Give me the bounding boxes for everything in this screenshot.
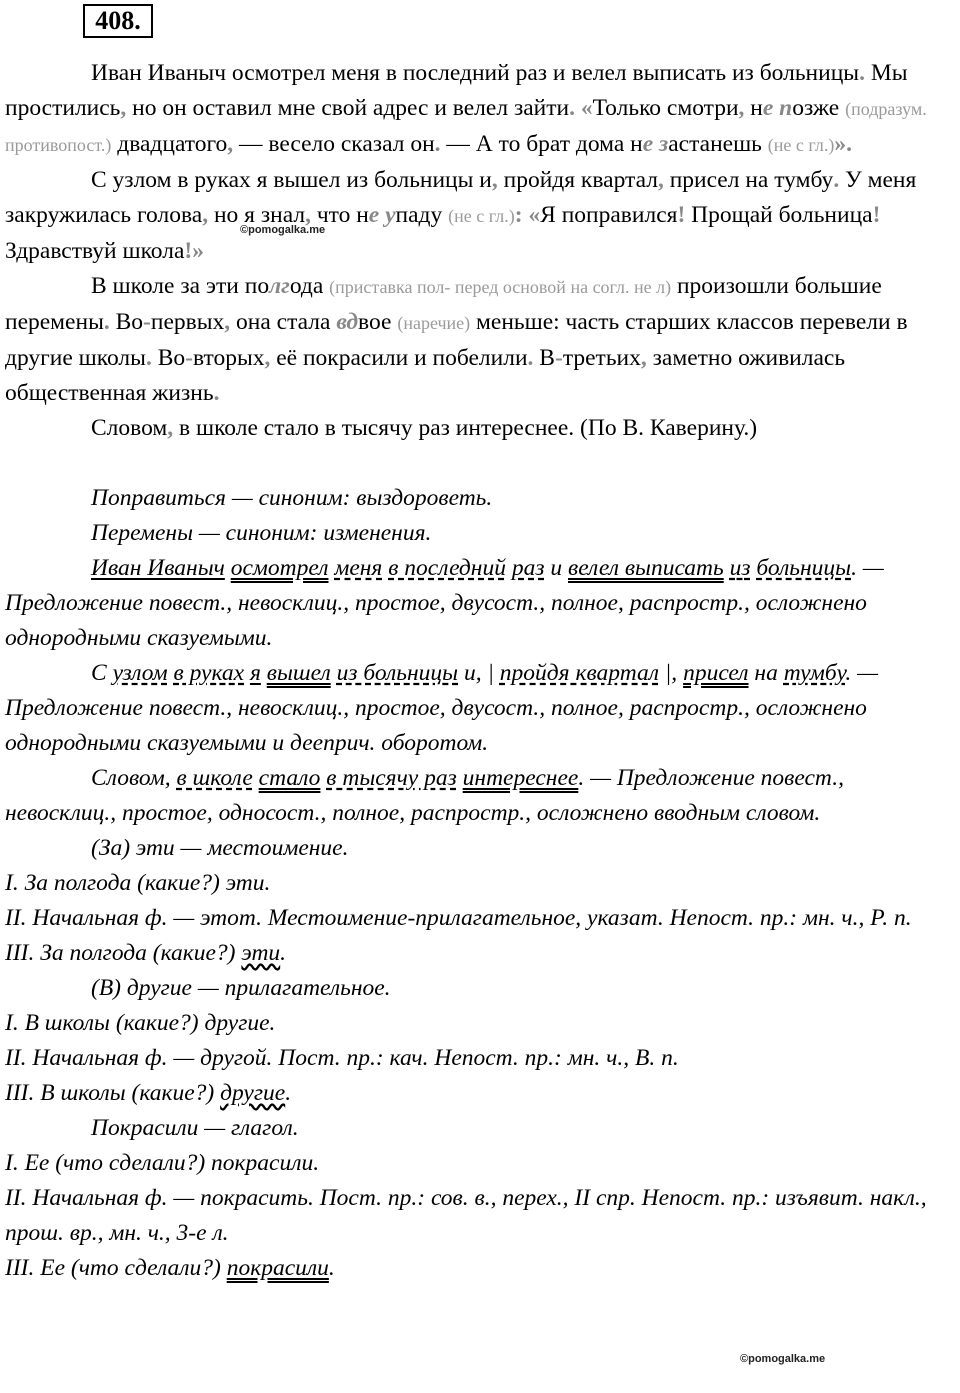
text-run: паду: [395, 202, 449, 228]
adverbial: из: [729, 555, 751, 581]
adverbial: из больницы: [336, 660, 459, 686]
text-run: Только смотри: [592, 95, 739, 121]
text-run: заметно оживилась общественная жизнь: [5, 345, 846, 406]
text-run: её покрасили и побелили: [270, 345, 528, 371]
adverbial: в последний раз: [388, 555, 545, 581]
participial-phrase: пройдя квартал: [499, 660, 659, 686]
attribute: эти: [241, 940, 281, 966]
text-run: С узлом в руках я вышел из больницы и: [91, 167, 492, 193]
morph-line: II. Начальная ф. — покрасить. Пост. пр.: сов. в., перех., II спр. Непост. пр.: изъявит. накл., прош. вр., мн. ч., 3-е л.: [5, 1185, 927, 1246]
document-body: [5, 56, 957, 1286]
text-run: ода: [289, 273, 330, 299]
text-run: |,: [658, 660, 684, 686]
text-run: В школе за эти по: [91, 273, 270, 299]
spelling-highlight: вд: [336, 309, 359, 335]
exercise-number: 408.: [83, 4, 153, 38]
sentence-analysis-2: [5, 656, 957, 761]
text-run: озже: [792, 95, 846, 121]
characteristics: . — Предложение повест., невосклиц., простое, двусост., полное, распростр., осложнено однородными сказуемыми.: [5, 555, 884, 651]
morph-line: II. Начальная ф. — этот. Местоимение-прилагательное, указат. Непост. пр.: мн. ч., Р. п.: [5, 905, 912, 931]
text-run: меньше: часть старших классов перевели в другие школы: [5, 309, 908, 371]
morph-line: III. Ее (что сделали?) покрасили.: [5, 1255, 335, 1281]
rule-note: (приставка пол- перед основой на согл. не л): [329, 277, 672, 297]
text-run: вторых: [192, 345, 265, 371]
text-run: Мы простились: [5, 60, 908, 121]
text-run: У меня закружилась голова: [5, 167, 917, 228]
text-run: Словом,: [91, 765, 177, 791]
paragraph-1: Иван Иваныч осмотрел меня в последний раз и велел выписать из больницы. Мы простились, но он оставил мне свой адрес и велел зайти. «Только смотри, не позже (подразум. противопост.) двадцатого, — весело сказал он. — А то брат дома не застанешь (не с гл.)».: [5, 60, 927, 157]
rule-note: (наречие): [397, 313, 471, 333]
adverbial: тумбу: [783, 660, 846, 686]
text-run: н: [744, 95, 763, 121]
rule-note: (не с гл.): [448, 206, 515, 226]
morph-line: I. В школы (какие?) другие.: [5, 1010, 276, 1036]
morph-line: III. За полгода (какие?) эти.: [5, 940, 287, 966]
subject: я: [249, 660, 261, 686]
text-run: С: [91, 660, 113, 686]
text-run: на: [748, 660, 784, 686]
morph-heading-3: Покрасили — глагол.: [91, 1115, 299, 1141]
morph-line: I. За полгода (какие?) эти.: [5, 870, 271, 896]
text-run: в школе стало в тысячу раз интереснее. (По В. Каверину.): [173, 415, 758, 441]
object: меня: [334, 555, 383, 581]
text-run: III. За полгода (какие?): [5, 940, 242, 966]
predicate: присел: [683, 660, 749, 686]
subject: Иван Иваныч: [91, 555, 225, 581]
text-run: произошли большие перемены: [5, 273, 882, 335]
morph-line: III. В школы (какие?) другие.: [5, 1080, 292, 1106]
synonym-2: Перемены — синоним: изменения.: [91, 520, 432, 546]
conjunction: и: [550, 555, 563, 581]
spelling-highlight: лг: [269, 273, 290, 299]
text-run: но он оставил мне свой адрес и велел зайти: [126, 95, 570, 121]
adverbial: в тысячу раз: [326, 765, 457, 791]
text-run: она стала: [230, 309, 337, 335]
predicate: велел выписать: [568, 555, 724, 581]
morph-line: I. Ее (что сделали?) покрасили.: [5, 1150, 320, 1176]
sentence-analysis-1: [5, 551, 957, 656]
adverbial: в школе: [176, 765, 253, 791]
predicate: вышел: [266, 660, 331, 686]
morph-heading-1: (За) эти — местоимение.: [91, 835, 349, 861]
text-run: третьих: [562, 345, 641, 371]
spelling-highlight: е з: [642, 131, 669, 157]
text-run: Словом: [91, 415, 168, 441]
adverbial: больницы: [756, 555, 852, 581]
text-run: и, |: [458, 660, 500, 686]
text-run: В: [533, 345, 555, 371]
watermark: ©pomogalka.me: [740, 1353, 826, 1365]
text-run: — весело сказал он: [233, 131, 435, 157]
characteristics: . — Предложение повест., невосклиц., простое, односост., полное, распростр., осложнено вводным словом.: [5, 765, 844, 826]
text-run: III. В школы (какие?): [5, 1080, 221, 1106]
rule-note: (подразум. противопост.): [5, 99, 927, 155]
attribute: другие: [220, 1080, 286, 1106]
text-run: Иван Иваныч осмотрел меня в последний раз и велел выписать из больницы: [91, 60, 860, 86]
adverbial: узлом: [112, 660, 168, 686]
text-run: III. Ее (что сделали?): [5, 1255, 227, 1281]
text-run: Я поправился: [540, 202, 678, 228]
text-run: Здравствуй школа: [5, 238, 185, 264]
watermark: ©pomogalka.me: [240, 224, 326, 236]
rule-note: (не с гл.): [767, 135, 835, 155]
predicate: покрасили: [226, 1255, 329, 1281]
sentence-analysis-3: [5, 761, 957, 831]
paragraph-2: С узлом в руках я вышел из больницы и, пройдя квартал, присел на тумбу. У меня закружилась голова, но я знал, что не упаду (не с гл.): «Я поправился! Прощай больница! Здравствуй школа!»: [5, 167, 917, 264]
predicate: интереснее: [462, 765, 579, 791]
spelling-highlight: е п: [762, 95, 793, 121]
text-run: астанешь: [668, 131, 768, 157]
text-run: пройдя квартал: [497, 167, 658, 193]
spelling-highlight: е у: [368, 202, 396, 228]
paragraph-4: Словом, в школе стало в тысячу раз интереснее. (По В. Каверину.): [91, 415, 758, 441]
text-run: — А то брат дома н: [440, 131, 643, 157]
text-run: что н: [310, 202, 369, 228]
adverbial: в руках: [173, 660, 245, 686]
morph-line: II. Начальная ф. — другой. Пост. пр.: кач. Непост. пр.: мн. ч., В. п.: [5, 1045, 679, 1071]
text-run: двадцатого: [111, 131, 228, 157]
text-run: присел на тумбу: [663, 167, 834, 193]
predicate: осмотрел: [230, 555, 329, 581]
text-run: вое: [358, 309, 398, 335]
text-run: первых: [150, 309, 225, 335]
text-run: Прощай больница: [685, 202, 873, 228]
predicate: стало: [258, 765, 321, 791]
text-run: Во: [109, 309, 144, 335]
morph-heading-2: (В) другие — прилагательное.: [91, 975, 391, 1001]
text-run: но я знал: [208, 202, 306, 228]
text-run: Во: [151, 345, 186, 371]
synonym-1: Поправиться — синоним: выздороветь.: [91, 485, 493, 511]
characteristics: . — Предложение повест., невосклиц., простое, двусост., полное, распростр., осложнено однородными сказуемыми и дееприч. оборотом.: [5, 660, 879, 756]
paragraph-3: В школе за эти полгода (приставка пол- перед основой на согл. не л) произошли большие перемены. Во-первых, она стала вдвое (наречие) меньше: часть старших классов перевели в другие школы. Во-вторых, её покрасили и побелили. В-третьих, заметно оживилась общественная жизнь.: [5, 273, 908, 406]
